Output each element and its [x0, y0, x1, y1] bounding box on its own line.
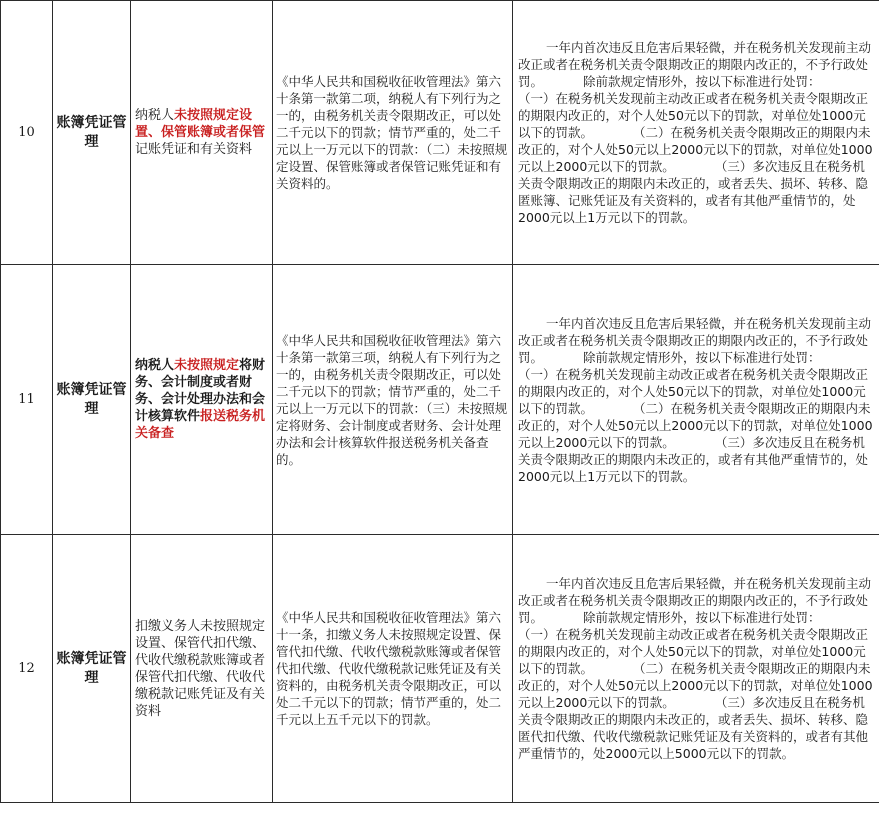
penalty-standard [518, 39, 875, 226]
violation-behavior-cell [131, 1, 273, 265]
violation-behavior-cell [131, 265, 273, 535]
behavior-text: 记账凭证和有关资料 [135, 142, 253, 157]
table-row [1, 265, 879, 535]
behavior-highlight: 未按照规定设置、保管账簿或者保管 [135, 108, 266, 140]
penalty-general: 除前款规定情形外，按以下标准进行处罚： [583, 610, 821, 625]
penalty-item: （一）在税务机关发现前主动改正或者在税务机关责令限期改正的期限内改正的，对个人处50元以下的罚款，对单位处1000元以下的罚款。 [518, 366, 869, 416]
penalty-intro: 一年内首次违反且危害后果轻微，并在税务机关发现前主动改正或者在税务机关责令限期改正的期限内改正的，不予行政处罚。 [518, 576, 872, 625]
violation-behavior [135, 107, 268, 158]
behavior-highlight: 未按照规定 [174, 358, 240, 373]
penalty-general: 除前款规定情形外，按以下标准进行处罚： [583, 74, 821, 89]
penalty-item: （一）在税务机关发现前主动改正或者在税务机关责令限期改正的期限内改正的，对个人处50元以下的罚款，对单位处1000元以下的罚款。 [518, 627, 869, 676]
penalty-item: （二）在税务机关责令限期改正的期限内未改正的，对个人处50元以上2000元以下的罚款，对单位处1000元以上2000元以下的罚款。 [518, 400, 873, 450]
penalty-intro: 一年内首次违反且危害后果轻微，并在税务机关发现前主动改正或者在税务机关责令限期改正的期限内改正的，不予行政处罚。 [518, 40, 872, 89]
penalty-standard-cell [513, 1, 879, 265]
row-number: 12 [1, 535, 53, 803]
penalty-item: （二）在税务机关责令限期改正的期限内未改正的，对个人处50元以上2000元以下的罚款，对单位处1000元以上2000元以下的罚款。 [518, 661, 873, 710]
behavior-text: 纳税人 [135, 108, 175, 123]
legal-basis: 《中华人民共和国税收征收管理法》第六十条第一款第二项，纳税人有下列行为之一的，由税务机关责令限期改正，可以处二千元以下的罚款；情节严重的，处二千元以上一万元以下的罚款：（二）未按照规定设置、保管账簿或者保管记账凭证和有关资料的。 [276, 74, 508, 191]
category-cell [53, 535, 131, 803]
behavior-text: 扣缴义务人未按照规定设置、保管代扣代缴、代收代缴税款账簿或者保管代扣代缴、代收代缴税款记账凭证及有关资料 [135, 618, 266, 719]
penalty-item: （三）多次违反且在税务机关责令限期改正的期限内未改正的，或者丢失、损坏、转移、隐匿账簿、记账凭证及有关资料的，或者有其他严重情节的，处2000元以上1万元以下的罚款。 [518, 159, 869, 225]
penalty-standard-cell [513, 265, 879, 535]
legal-basis-cell [273, 535, 513, 803]
penalty-standard [518, 575, 875, 762]
category-text: 账簿凭证管理 [56, 114, 127, 150]
behavior-highlight: 报送税务机关备查 [135, 409, 266, 441]
violation-behavior [135, 357, 268, 442]
violation-behavior-cell [131, 535, 273, 803]
category-cell [53, 265, 131, 535]
row-number: 11 [1, 265, 53, 535]
row-number: 10 [1, 1, 53, 265]
category-text: 账簿凭证管理 [56, 650, 127, 686]
legal-basis: 《中华人民共和国税收征收管理法》第六十条第一款第三项，纳税人有下列行为之一的，由税务机关责令限期改正，可以处二千元以下的罚款；情节严重的，处二千元以上一万元以下的罚款：（三）未按照规定将财务、会计制度或者财务、会计处理办法和会计核算软件报送税务机关备查的。 [276, 332, 508, 467]
behavior-text: 纳税人 [135, 358, 175, 373]
penalty-item: （一）在税务机关发现前主动改正或者在税务机关责令限期改正的期限内改正的，对个人处50元以下的罚款，对单位处1000元以下的罚款。 [518, 91, 869, 140]
table-row [1, 1, 879, 265]
penalty-standard [518, 315, 875, 485]
category-text: 账簿凭证管理 [56, 381, 127, 417]
penalty-standard-cell [513, 535, 879, 803]
legal-basis-cell [273, 265, 513, 535]
violation-behavior [135, 618, 268, 720]
table-row [1, 535, 879, 803]
behavior-text: 将财务、会计制度或者财务、会计处理办法和会计核算软件 [135, 358, 266, 424]
legal-basis-cell [273, 1, 513, 265]
penalty-item: （三）多次违反且在税务机关责令限期改正的期限内未改正的，或者丢失、损坏、转移、隐匿代扣代缴、代收代缴税款记账凭证及有关资料的，或者有其他严重情节的，处2000元以上5000元以下的罚款。 [518, 695, 869, 761]
penalty-item: （二）在税务机关责令限期改正的期限内未改正的，对个人处50元以上2000元以下的罚款，对单位处1000元以上2000元以下的罚款。 [518, 125, 873, 174]
penalty-item: （三）多次违反且在税务机关责令限期改正的期限内未改正的，或者有其他严重情节的，处2000元以上1万元以下的罚款。 [518, 434, 869, 484]
legal-basis: 《中华人民共和国税收征收管理法》第六十一条，扣缴义务人未按照规定设置、保管代扣代缴、代收代缴税款账簿或者保管代扣代缴、代收代缴税款记账凭证及有关资料的，由税务机关责令限期改正，可以处二千元以下的罚款；情节严重的，处二千元以上五千元以下的罚款。 [276, 610, 502, 727]
penalty-intro: 一年内首次违反且危害后果轻微，并在税务机关发现前主动改正或者在税务机关责令限期改正的期限内改正的，不予行政处罚。 [518, 315, 872, 365]
category-cell [53, 1, 131, 265]
penalty-general: 除前款规定情形外，按以下标准进行处罚： [583, 349, 821, 365]
